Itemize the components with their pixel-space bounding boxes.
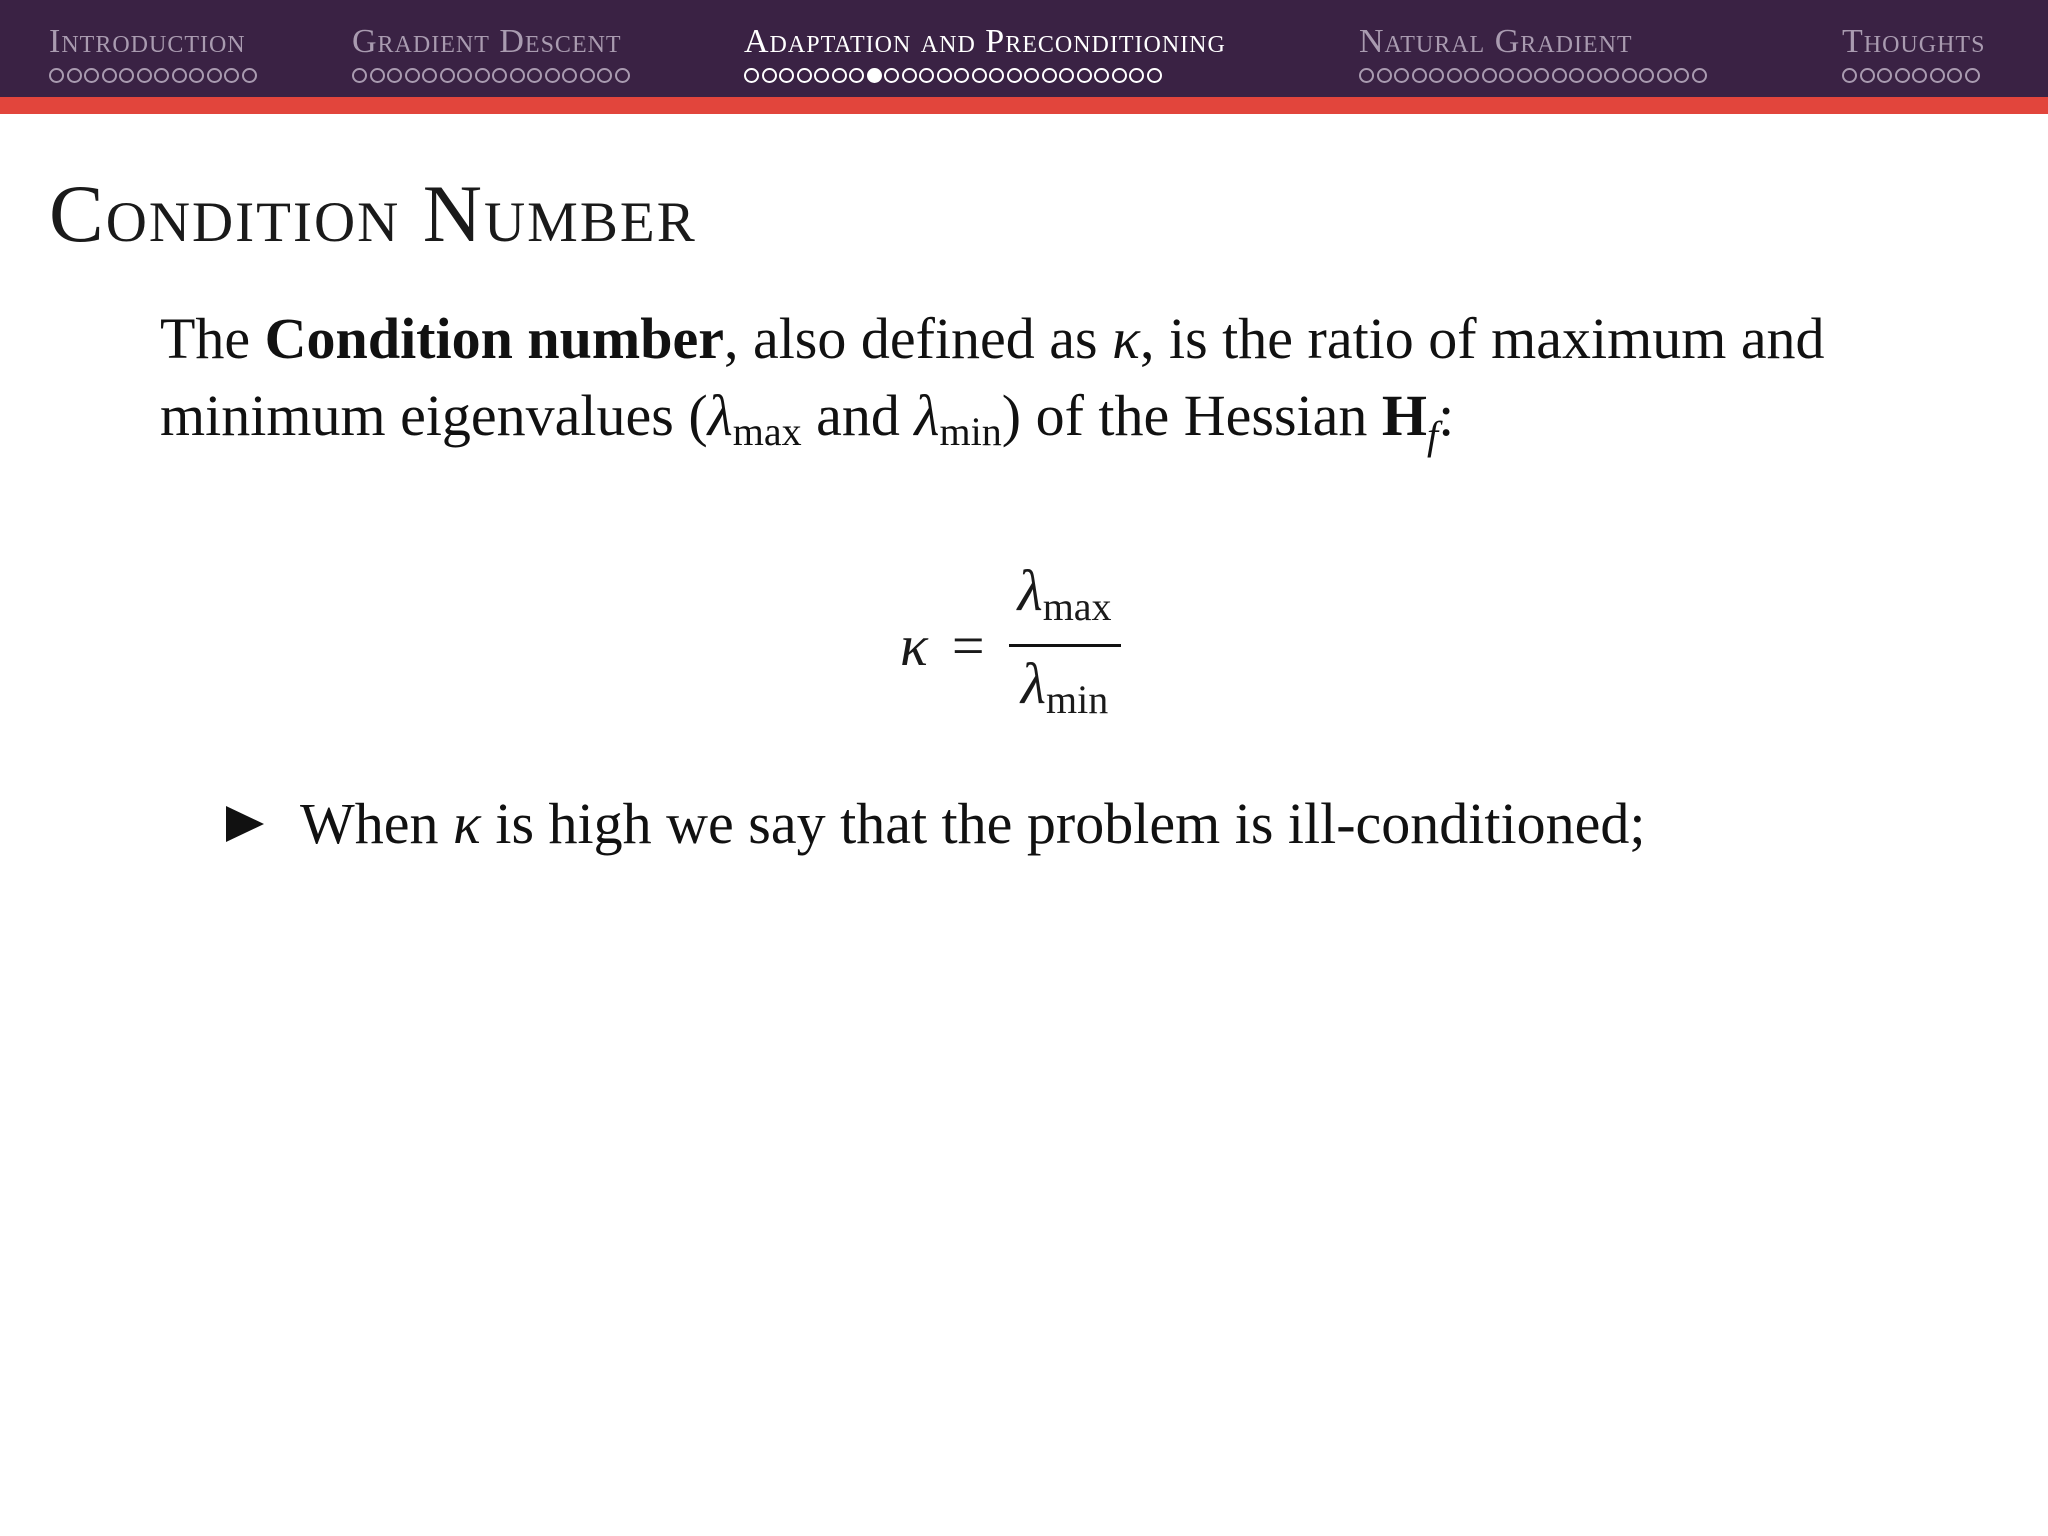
nav-dot[interactable] xyxy=(744,68,759,83)
nav-dot[interactable] xyxy=(119,68,134,83)
nav-dot[interactable] xyxy=(779,68,794,83)
nav-dot[interactable] xyxy=(1394,68,1409,83)
nav-dot[interactable] xyxy=(1534,68,1549,83)
nav-dot[interactable] xyxy=(67,68,82,83)
nav-dot[interactable] xyxy=(1552,68,1567,83)
nav-dot[interactable] xyxy=(1604,68,1619,83)
nav-dot[interactable] xyxy=(1517,68,1532,83)
nav-dot[interactable] xyxy=(189,68,204,83)
nav-dot[interactable] xyxy=(457,68,472,83)
lambda-symbol: λ xyxy=(914,383,940,448)
nav-dot[interactable] xyxy=(154,68,169,83)
hessian-symbol: H xyxy=(1381,383,1428,448)
nav-section-title[interactable]: Gradient Descent xyxy=(352,23,622,60)
nav-dot[interactable] xyxy=(797,68,812,83)
nav-dot[interactable] xyxy=(224,68,239,83)
nav-dot[interactable] xyxy=(1359,68,1374,83)
nav-dot[interactable] xyxy=(1912,68,1927,83)
equals-sign: = xyxy=(951,612,985,678)
nav-dots xyxy=(744,68,1162,83)
nav-dot[interactable] xyxy=(1059,68,1074,83)
accent-rule xyxy=(0,97,2048,114)
nav-dot[interactable] xyxy=(102,68,117,83)
nav-dot[interactable] xyxy=(1639,68,1654,83)
bullet-text xyxy=(300,785,1646,862)
nav-dot[interactable] xyxy=(475,68,490,83)
nav-dot[interactable] xyxy=(1895,68,1910,83)
nav-dot[interactable] xyxy=(1077,68,1092,83)
nav-dot[interactable] xyxy=(1129,68,1144,83)
nav-dot[interactable] xyxy=(884,68,899,83)
nav-dot[interactable] xyxy=(527,68,542,83)
subscript-min: min xyxy=(1046,676,1109,722)
nav-dot[interactable] xyxy=(1042,68,1057,83)
equation-lhs: κ xyxy=(900,612,928,678)
fraction-bar xyxy=(1009,644,1121,647)
nav-dot[interactable] xyxy=(814,68,829,83)
nav-dot[interactable] xyxy=(989,68,1004,83)
subscript-max: max xyxy=(732,409,802,454)
nav-dot[interactable] xyxy=(370,68,385,83)
nav-dot[interactable] xyxy=(137,68,152,83)
lambda-symbol: λ xyxy=(1020,650,1046,716)
nav-dot[interactable] xyxy=(1569,68,1584,83)
nav-dot[interactable] xyxy=(832,68,847,83)
nav-dot[interactable] xyxy=(352,68,367,83)
nav-dot[interactable] xyxy=(1007,68,1022,83)
nav-dot[interactable] xyxy=(597,68,612,83)
nav-dot[interactable] xyxy=(615,68,630,83)
text-fragment: , also defined as xyxy=(723,306,1113,371)
nav-section-title[interactable]: Introduction xyxy=(49,23,246,60)
nav-dot[interactable] xyxy=(972,68,987,83)
section-navbar xyxy=(0,0,2048,97)
text-fragment: ) of the Hessian xyxy=(1001,383,1382,448)
nav-dot[interactable] xyxy=(405,68,420,83)
nav-dot[interactable] xyxy=(1692,68,1707,83)
nav-dot[interactable] xyxy=(492,68,507,83)
nav-dot[interactable] xyxy=(1930,68,1945,83)
nav-section-title[interactable]: Thoughts xyxy=(1842,23,1986,60)
nav-dot[interactable] xyxy=(1147,68,1162,83)
slide-title: Condition Number xyxy=(49,168,697,259)
nav-dot[interactable] xyxy=(902,68,917,83)
nav-dot[interactable] xyxy=(84,68,99,83)
nav-dot[interactable] xyxy=(207,68,222,83)
bullet-item xyxy=(226,785,1646,862)
triangle-bullet-icon xyxy=(226,806,264,842)
nav-section-title[interactable]: Natural Gradient xyxy=(1359,23,1633,60)
nav-dot[interactable] xyxy=(242,68,257,83)
nav-dots xyxy=(49,68,257,83)
nav-dot[interactable] xyxy=(1965,68,1980,83)
definition-paragraph xyxy=(160,300,1920,474)
lambda-symbol: λ xyxy=(707,383,733,448)
nav-dot[interactable] xyxy=(954,68,969,83)
nav-dot[interactable] xyxy=(1094,68,1109,83)
nav-dot[interactable] xyxy=(440,68,455,83)
nav-dots xyxy=(1842,68,1980,83)
kappa-symbol: κ xyxy=(1112,306,1140,371)
nav-dot[interactable] xyxy=(422,68,437,83)
nav-dot[interactable] xyxy=(919,68,934,83)
nav-dot[interactable] xyxy=(1877,68,1892,83)
fraction-numerator xyxy=(1014,558,1116,640)
nav-section-title[interactable]: Adaptation and Preconditioning xyxy=(744,23,1226,60)
nav-dot[interactable] xyxy=(1860,68,1875,83)
subscript-max: max xyxy=(1042,583,1112,629)
fraction xyxy=(1009,558,1121,733)
nav-dot[interactable] xyxy=(1112,68,1127,83)
condition-number-equation xyxy=(900,557,1121,722)
subscript-f: f xyxy=(1427,413,1439,458)
nav-dots xyxy=(1359,68,1707,83)
nav-dot[interactable] xyxy=(1947,68,1962,83)
nav-dot[interactable] xyxy=(1657,68,1672,83)
nav-dot[interactable] xyxy=(1429,68,1444,83)
nav-dot[interactable] xyxy=(172,68,187,83)
text-fragment: When xyxy=(300,791,453,856)
nav-dot[interactable] xyxy=(1622,68,1637,83)
nav-dot-current[interactable] xyxy=(867,68,882,83)
bold-term: Condition number xyxy=(264,306,724,371)
text-fragment: : xyxy=(1438,383,1455,448)
nav-dot[interactable] xyxy=(1447,68,1462,83)
nav-dot[interactable] xyxy=(49,68,64,83)
text-fragment: The xyxy=(160,306,265,371)
nav-dot[interactable] xyxy=(1377,68,1392,83)
subscript-min: min xyxy=(939,409,1002,454)
nav-dot[interactable] xyxy=(762,68,777,83)
text-fragment: , is the ratio of maximum and minimum eigenvalues ( xyxy=(160,306,1825,448)
nav-dot[interactable] xyxy=(387,68,402,83)
fraction-denominator xyxy=(1017,651,1112,733)
text-fragment: and xyxy=(801,383,915,448)
nav-dot[interactable] xyxy=(545,68,560,83)
nav-dot[interactable] xyxy=(562,68,577,83)
nav-dot[interactable] xyxy=(1842,68,1857,83)
nav-dot[interactable] xyxy=(849,68,864,83)
kappa-symbol: κ xyxy=(453,791,481,856)
nav-dot[interactable] xyxy=(1464,68,1479,83)
nav-dot[interactable] xyxy=(1482,68,1497,83)
nav-dot[interactable] xyxy=(1674,68,1689,83)
nav-dot[interactable] xyxy=(1412,68,1427,83)
text-fragment: is high we say that the problem is ill-conditioned; xyxy=(480,791,1646,856)
nav-dot[interactable] xyxy=(1587,68,1602,83)
lambda-symbol: λ xyxy=(1017,557,1043,623)
nav-dot[interactable] xyxy=(510,68,525,83)
nav-dot[interactable] xyxy=(1024,68,1039,83)
nav-dot[interactable] xyxy=(937,68,952,83)
nav-dot[interactable] xyxy=(1499,68,1514,83)
nav-dot[interactable] xyxy=(580,68,595,83)
nav-dots xyxy=(352,68,630,83)
